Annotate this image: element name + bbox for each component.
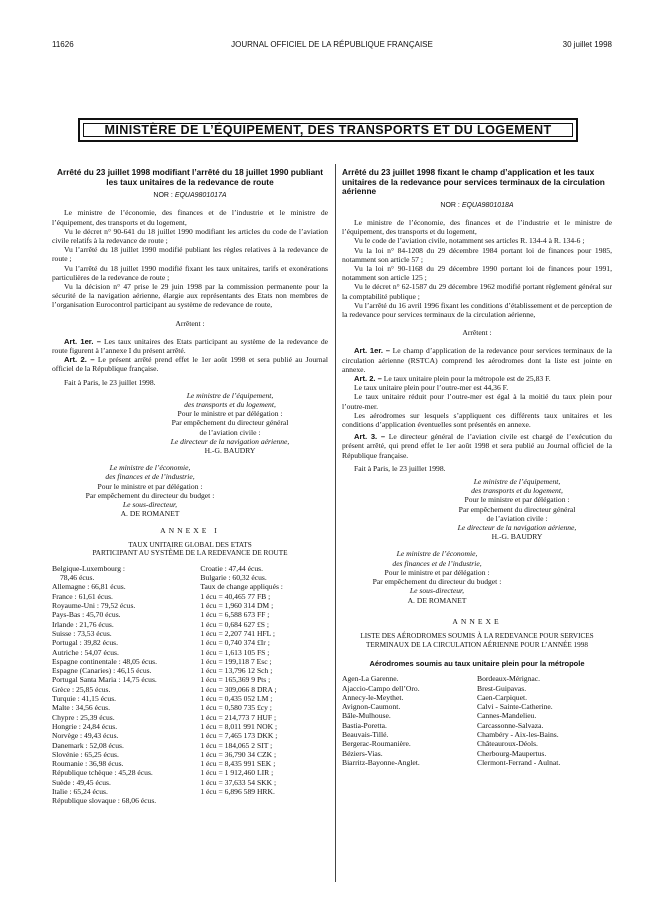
signature-line: H.-G. BAUDRY xyxy=(204,446,256,456)
exchange-rate-row: 1 écu = 199,118 7 Esc ; xyxy=(200,656,272,666)
preamble-paragraph: Vu la loi n° 84-1208 du 29 décembre 1984 portant loi de finances pour 1985, notamment son article 57 ; xyxy=(342,245,612,264)
preamble-paragraph: Vu l’arrêté du 18 juillet 1990 modifié fixant les taux unitaires, tarifs et exonérations particulières de la redevance de route ; xyxy=(52,263,328,282)
signature-line: Le ministre de l’équipement, xyxy=(473,477,561,487)
preamble-paragraph: Vu la loi n° 90-1168 du 29 décembre 1990 portant loi de finances pour 1991, notamment son article 125 ; xyxy=(342,264,612,283)
rate-row: Portugal Santa Maria : 14,75 écus. xyxy=(52,675,157,685)
rate-row: Slovénie : 65,25 écus. xyxy=(52,749,119,759)
decree-title-right: Arrêté du 23 juillet 1998 fixant le champ d’application et les taux unitaires de la redevance pour services terminaux de la circulation aérienne xyxy=(342,167,605,197)
aerodrome-item: Agen-La Garenne. xyxy=(342,674,399,684)
running-header xyxy=(52,40,612,52)
exchange-rate-row: 1 écu = 13,796 12 Sch ; xyxy=(200,666,273,676)
preamble-paragraph: Le ministre de l’économie, des finances et de l’industrie et le ministre de l’équipement, des transports et du logement, xyxy=(52,208,328,227)
arretent-left: Arrêtent : xyxy=(175,318,205,328)
signature-block-1-left xyxy=(52,391,328,455)
aerodrome-item: Cherbourg-Maupertus. xyxy=(477,748,547,758)
rates-column-exchange xyxy=(194,564,328,806)
aerodrome-list xyxy=(342,674,612,767)
exchange-rate-row: 1 écu = 184,065 2 SIT ; xyxy=(200,740,273,750)
aerodrome-item: Ajaccio-Campo dell’Oro. xyxy=(342,683,420,693)
article-2-left: Art. 2. – Le présent arrêté prend effet le 1er août 1998 et sera publié au Journal officiel de la République française. xyxy=(52,355,328,374)
exchange-rate-row: 1 écu = 0,740 374 £Ir ; xyxy=(200,638,270,648)
signature-line: Le sous-directeur, xyxy=(409,586,465,596)
rate-row: Grèce : 25,85 écus. xyxy=(52,684,111,694)
decree-title-left: Arrêté du 23 juillet 1998 modifiant l’arrêté du 18 juillet 1990 publiant les taux unitaires de la redevance de route xyxy=(56,167,324,187)
rate-row: Royaume-Uni : 79,52 écus. xyxy=(52,601,136,611)
exchange-rate-row: 1 écu = 6,588 673 FF ; xyxy=(200,610,270,620)
signature-line: des finances et de l’industrie, xyxy=(105,472,195,482)
signing-place-date-right: Fait à Paris, le 23 juillet 1998. xyxy=(354,463,446,473)
aerodrome-list-title: Aérodromes soumis au taux unitaire plein pour la métropole xyxy=(369,659,585,669)
right-column xyxy=(342,168,612,767)
ministry-heading xyxy=(78,118,578,142)
nor-code: EQUA9801017A xyxy=(174,192,227,200)
issue-date: 30 juillet 1998 xyxy=(562,40,612,49)
aerodrome-column-2 xyxy=(477,674,612,767)
exchange-rate-row: 1 écu = 165,369 9 Pts ; xyxy=(200,675,271,685)
exchange-rate-row: 1 écu = 0,580 735 £cy ; xyxy=(200,703,272,713)
preamble-right xyxy=(342,218,612,319)
exchange-rate-row: Taux de change appliqués : xyxy=(200,582,283,592)
exchange-rate-row: 1 écu = 309,066 8 DRA ; xyxy=(200,684,277,694)
signature-line: Par empêchement du directeur général xyxy=(458,504,576,514)
journal-title: JOURNAL OFFICIEL DE LA RÉPUBLIQUE FRANÇAISE xyxy=(231,40,433,49)
exchange-rate-row: 1 écu = 6,896 589 HRK. xyxy=(200,787,275,796)
left-column xyxy=(52,168,328,806)
aerodrome-item: Bastia-Poretta. xyxy=(342,720,387,730)
aerodrome-item: Chambéry - Aix-les-Bains. xyxy=(477,730,559,740)
rate-row: Norvège : 49,43 écus. xyxy=(52,731,119,741)
preamble-paragraph: Le ministre de l’économie, des finances et de l’industrie et le ministre de l’équipement, des transports et du logement, xyxy=(342,217,612,237)
exchange-rate-row: 1 écu = 1,613 105 FS ; xyxy=(200,647,270,657)
rate-row: République slovaque : 68,06 écus. xyxy=(52,796,157,806)
signature-line: Le ministre de l’équipement, xyxy=(186,390,274,400)
annex-label: ANNEXE xyxy=(452,616,502,626)
exchange-rate-row: 1 écu = 37,633 54 SKK ; xyxy=(200,777,277,787)
rate-row: Belgique-Luxembourg : xyxy=(52,563,126,573)
preamble-paragraph: Vu le décret n° 90-641 du 18 juillet 1990 modifiant les articles du code de l’aviation civile relatifs à la redevance de route ; xyxy=(52,226,328,245)
arretent-right: Arrêtent : xyxy=(462,328,492,338)
signature-line: Le sous-directeur, xyxy=(122,500,178,510)
preamble-paragraph: Vu l’arrêté du 16 avril 1996 fixant les conditions d’établissement et de perception de la redevance pour services terminaux de la circulation aérienne, xyxy=(342,300,612,320)
rates-column-countries xyxy=(52,564,194,806)
rate-row: 78,46 écus. xyxy=(60,573,95,583)
aerodrome-item: Bergerac-Roumanière. xyxy=(342,739,411,749)
signature-line: de l’aviation civile : xyxy=(486,513,548,523)
signature-line: Pour le ministre et par délégation : xyxy=(384,567,490,577)
rate-row: Chypre : 25,39 écus. xyxy=(52,712,115,722)
rate-row: Allemagne : 66,81 écus. xyxy=(52,582,126,592)
exchange-rate-row: 1 écu = 8,435 991 SEK ; xyxy=(200,759,276,769)
exchange-rate-row: 1 écu = 7,465 173 DKK ; xyxy=(200,731,278,741)
rate-row: Danemark : 52,08 écus. xyxy=(52,740,124,750)
exchange-rate-row: 1 écu = 0,435 052 LM ; xyxy=(200,694,273,704)
rate-row: République tchèque : 45,28 écus. xyxy=(52,768,153,778)
exchange-rate-row: 1 écu = 214,773 7 HUF ; xyxy=(200,712,277,722)
exchange-rate-row: Croatie : 47,44 écus. xyxy=(200,563,263,573)
rates-table xyxy=(52,564,328,806)
preamble-paragraph: Vu l’arrêté du 18 juillet 1990 modifié publiant les règles relatives à la redevance de route ; xyxy=(52,245,328,264)
exchange-rate-row: 1 écu = 40,465 77 FB ; xyxy=(200,591,271,601)
signature-line: Pour le ministre et par délégation : xyxy=(177,409,283,419)
aerodrome-item: Béziers-Vias. xyxy=(342,748,383,758)
ministry-title: MINISTÈRE DE L’ÉQUIPEMENT, DES TRANSPORTS ET DU LOGEMENT xyxy=(104,123,552,137)
aerodrome-item: Clermont-Ferrand - Aulnat. xyxy=(477,757,561,767)
rate-row: Suède : 49,45 écus. xyxy=(52,777,111,787)
nor-reference-left xyxy=(52,191,328,200)
rate-row: Pays-Bas : 45,70 écus. xyxy=(52,610,121,620)
rate-row: France : 61,61 écus. xyxy=(52,591,113,601)
rate-row: Portugal : 39,82 écus. xyxy=(52,638,119,648)
aerodrome-item: Beauvais-Tillé. xyxy=(342,730,389,740)
article-1-right: Art. 1er. – Le champ d’application de la redevance pour services terminaux de la circulation aérienne (RSTCA) comprend les aérodromes dont la liste est jointe en annexe. xyxy=(342,346,612,374)
article-2-para: Les aérodromes sur lesquels s’appliquent ces différents taux unitaires et les conditions d’application éventuelles sont présentés en annexe. xyxy=(342,410,612,430)
signature-line: des finances et de l’industrie, xyxy=(392,558,482,568)
aerodrome-column-1 xyxy=(342,674,477,767)
nor-reference-right xyxy=(342,201,612,210)
signature-line: de l’aviation civile : xyxy=(199,427,261,437)
nor-label: NOR : xyxy=(440,201,460,209)
rate-row: Hongrie : 24,84 écus. xyxy=(52,721,118,731)
aerodrome-item: Bâle-Mulhouse. xyxy=(342,711,391,721)
aerodrome-item: Biarritz-Bayonne-Anglet. xyxy=(342,757,420,767)
exchange-rate-row: 1 écu = 36,790 34 CZK ; xyxy=(200,749,277,759)
annex-1-title: TAUX UNITAIRE GLOBAL DES ETATS PARTICIPANT AU SYSTÈME DE LA REDEVANCE DE ROUTE xyxy=(92,540,288,558)
aerodrome-item: Cannes-Mandelieu. xyxy=(477,711,537,721)
rate-row: Espagne continentale : 48,05 écus. xyxy=(52,656,158,666)
signature-block-2-left xyxy=(52,463,328,518)
exchange-rate-row: 1 écu = 0,684 627 £S ; xyxy=(200,619,269,629)
exchange-rate-row: 1 écu = 1 912,460 LIR ; xyxy=(200,768,274,778)
preamble-paragraph: Vu le décret n° 62-1587 du 29 décembre 1962 modifié portant règlement général sur la comptabilité publique ; xyxy=(342,282,612,301)
aerodrome-item: Châteauroux-Déols. xyxy=(477,739,538,749)
rate-row: Italie : 65,24 écus. xyxy=(52,787,108,796)
signature-block-2-right xyxy=(342,549,612,604)
signature-line: A. DE ROMANET xyxy=(407,595,467,605)
signature-line: Par empêchement du directeur du budget : xyxy=(372,577,502,587)
aerodrome-item: Annecy-le-Meythet. xyxy=(342,692,404,702)
signature-line: Par empêchement du directeur général xyxy=(171,418,289,428)
preamble-paragraph: Vu le code de l’aviation civile, notamment ses articles R. 134-4 à R. 134-6 ; xyxy=(354,236,585,246)
nor-code: EQUA9801018A xyxy=(461,201,514,209)
rate-row: Espagne (Canaries) : 46,15 écus. xyxy=(52,666,152,676)
rate-row: Malte : 34,56 écus. xyxy=(52,703,110,713)
page-number: 11626 xyxy=(52,40,74,49)
rate-row: Suisse : 73,53 écus. xyxy=(52,628,112,638)
preamble-paragraph: Vu la décision n° 47 prise le 29 juin 1998 par la commission permanente pour la sécurité de la navigation aérienne, élargie aux représentants des Etats non membres de l’organisation Eurocontrol participant au système de redevance de route, xyxy=(52,282,328,310)
signature-line: Par empêchement du directeur du budget : xyxy=(85,490,215,500)
signature-line: Pour le ministre et par délégation : xyxy=(464,495,570,505)
article-1-left: Art. 1er. – Les taux unitaires des Etats participant au système de la redevance de route figurent à l’annexe I du présent arrêté. xyxy=(52,336,328,356)
exchange-rate-row: 1 écu = 8,011 991 NOK ; xyxy=(200,721,278,731)
nor-label: NOR : xyxy=(153,192,173,200)
article-2-right: Art. 2. – Le taux unitaire plein pour la métropole est de 25,83 F. xyxy=(354,374,551,384)
aerodrome-item: Avignon-Caumont. xyxy=(342,702,401,712)
article-2-para: Le taux unitaire réduit pour l’outre-mer est égal à la moitié du taux plein pour l’outre-mer. xyxy=(342,392,612,411)
article-3-right: Art. 3. – Le directeur général de l’aviation civile est chargé de l’exécution du présent arrêté, qui prend effet le 1er août 1998 et sera publié au Journal officiel de la République française. xyxy=(342,432,612,460)
aerodrome-item: Caen-Carpiquet. xyxy=(477,692,527,702)
signature-line: H.-G. BAUDRY xyxy=(491,532,543,542)
annex-title: LISTE DES AÉRODROMES SOUMIS À LA REDEVANCE POUR SERVICES TERMINAUX DE LA CIRCULATION AÉRIENNE POUR L’ANNÉE 1998 xyxy=(360,631,594,649)
aerodrome-item: Bordeaux-Mérignac. xyxy=(477,674,541,684)
signature-line: Le ministre de l’économie, xyxy=(109,463,191,473)
rate-row: Turquie : 41,15 écus. xyxy=(52,694,117,704)
signature-line: des transports et du logement, xyxy=(184,400,276,410)
rate-row: Autriche : 54,07 écus. xyxy=(52,647,119,657)
preamble-left xyxy=(52,208,328,309)
rate-row: Irlande : 21,76 écus. xyxy=(52,619,114,629)
exchange-rate-row: 1 écu = 2,207 741 HFL ; xyxy=(200,628,276,638)
aerodrome-item: Brest-Guipavas. xyxy=(477,683,527,693)
signature-line: Le ministre de l’économie, xyxy=(396,549,478,559)
aerodrome-item: Calvi - Sainte-Catherine. xyxy=(477,702,553,712)
annex-1-label: ANNEXE I xyxy=(160,526,220,536)
signing-place-date-left: Fait à Paris, le 23 juillet 1998. xyxy=(64,377,156,387)
exchange-rate-row: 1 écu = 1,960 314 DM ; xyxy=(200,601,274,611)
signature-block-1-right xyxy=(342,477,612,541)
signature-line: Le directeur de la navigation aérienne, xyxy=(170,436,290,446)
aerodrome-item: Carcassonne-Salvaza. xyxy=(477,720,544,730)
exchange-rate-row: Bulgarie : 60,32 écus. xyxy=(200,573,267,583)
signature-line: Pour le ministre et par délégation : xyxy=(97,481,203,491)
signature-line: des transports et du logement, xyxy=(471,486,563,496)
signature-line: Le directeur de la navigation aérienne, xyxy=(457,523,577,533)
column-divider xyxy=(335,164,336,882)
article-2-para: Le taux unitaire plein pour l’outre-mer est 44,36 F. xyxy=(354,383,509,393)
signature-line: A. DE ROMANET xyxy=(120,509,180,519)
rate-row: Roumanie : 36,98 écus. xyxy=(52,759,124,769)
